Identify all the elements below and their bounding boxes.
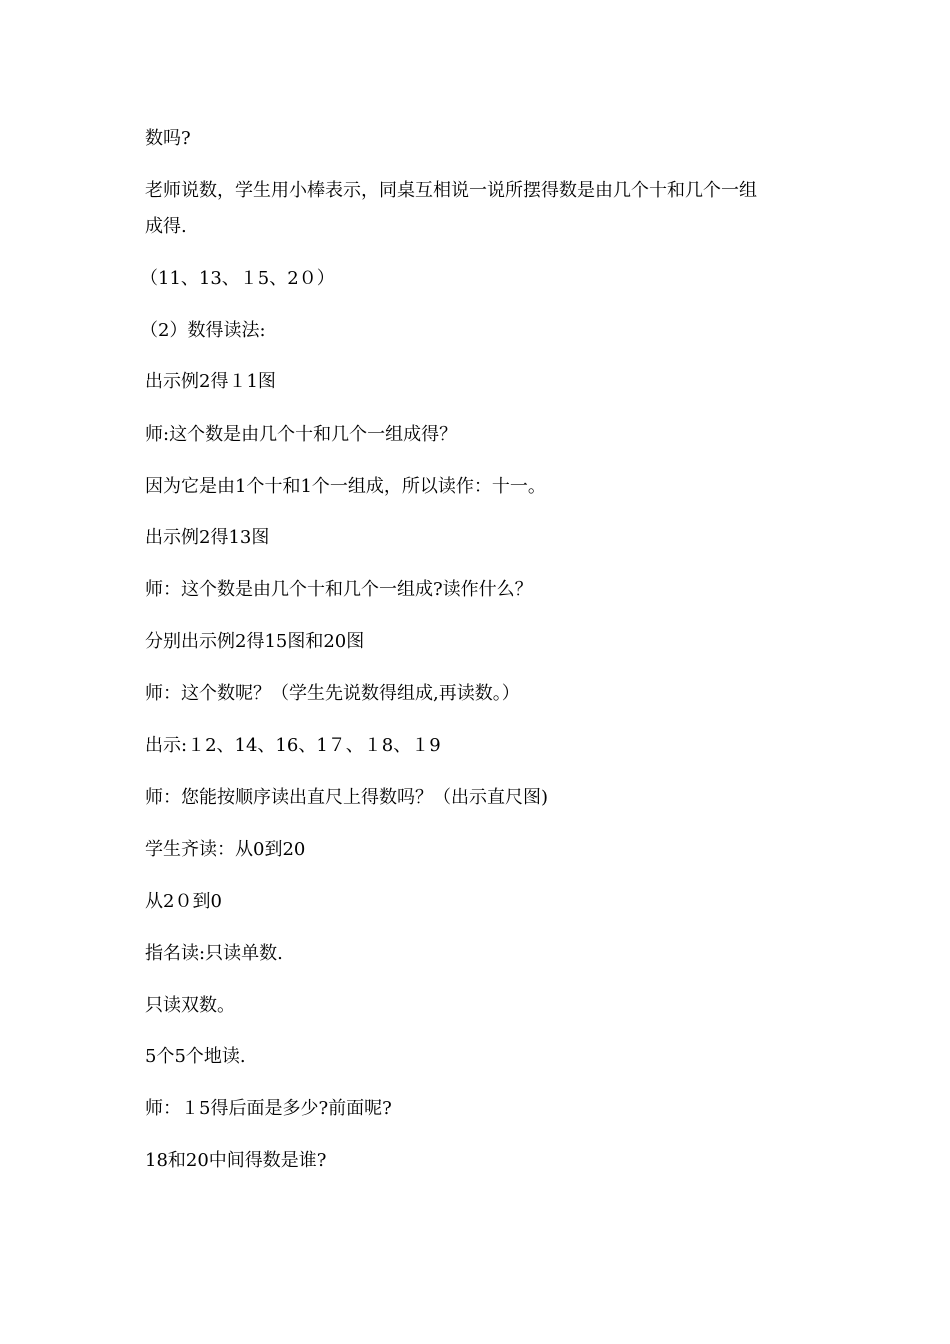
text-line: 数吗?	[145, 128, 191, 149]
text-line: 师：１5得后面是多少?前面呢?	[145, 1098, 392, 1119]
text-line: 老师说数，学生用小棒表示，同桌互相说一说所摆得数是由几个十和几个一组	[145, 180, 757, 201]
text-line: （11、13、１5、2０）	[140, 268, 335, 289]
text-line: 因为它是由1个十和1个一组成，所以读作：十一。	[145, 476, 546, 497]
text-line: 出示:１2、14、16、1７、１8、１9	[145, 735, 441, 756]
text-line: 成得.	[145, 216, 187, 237]
text-line: 5个5个地读.	[145, 1046, 246, 1067]
section-heading: （2）数得读法:	[140, 320, 266, 341]
text-line: 师：这个数是由几个十和几个一组成?读作什么？	[145, 579, 533, 600]
text-line: 18和20中间得数是谁?	[145, 1150, 327, 1171]
text-line: 出示例2得１1图	[145, 371, 276, 392]
text-line: 学生齐读：从0到20	[145, 839, 306, 860]
text-line: 师:这个数是由几个十和几个一组成得？	[145, 424, 458, 445]
text-line: 分别出示例2得15图和20图	[145, 631, 365, 652]
text-line: 师：您能按顺序读出直尺上得数吗？（出示直尺图)	[145, 787, 549, 808]
text-line: 出示例2得13图	[145, 527, 270, 548]
text-line: 指名读:只读单数.	[145, 943, 283, 964]
text-line: 师：这个数呢？（学生先说数得组成,再读数。）	[145, 683, 520, 704]
text-line: 只读双数。	[145, 995, 235, 1016]
text-line: 从2０到0	[145, 891, 222, 912]
